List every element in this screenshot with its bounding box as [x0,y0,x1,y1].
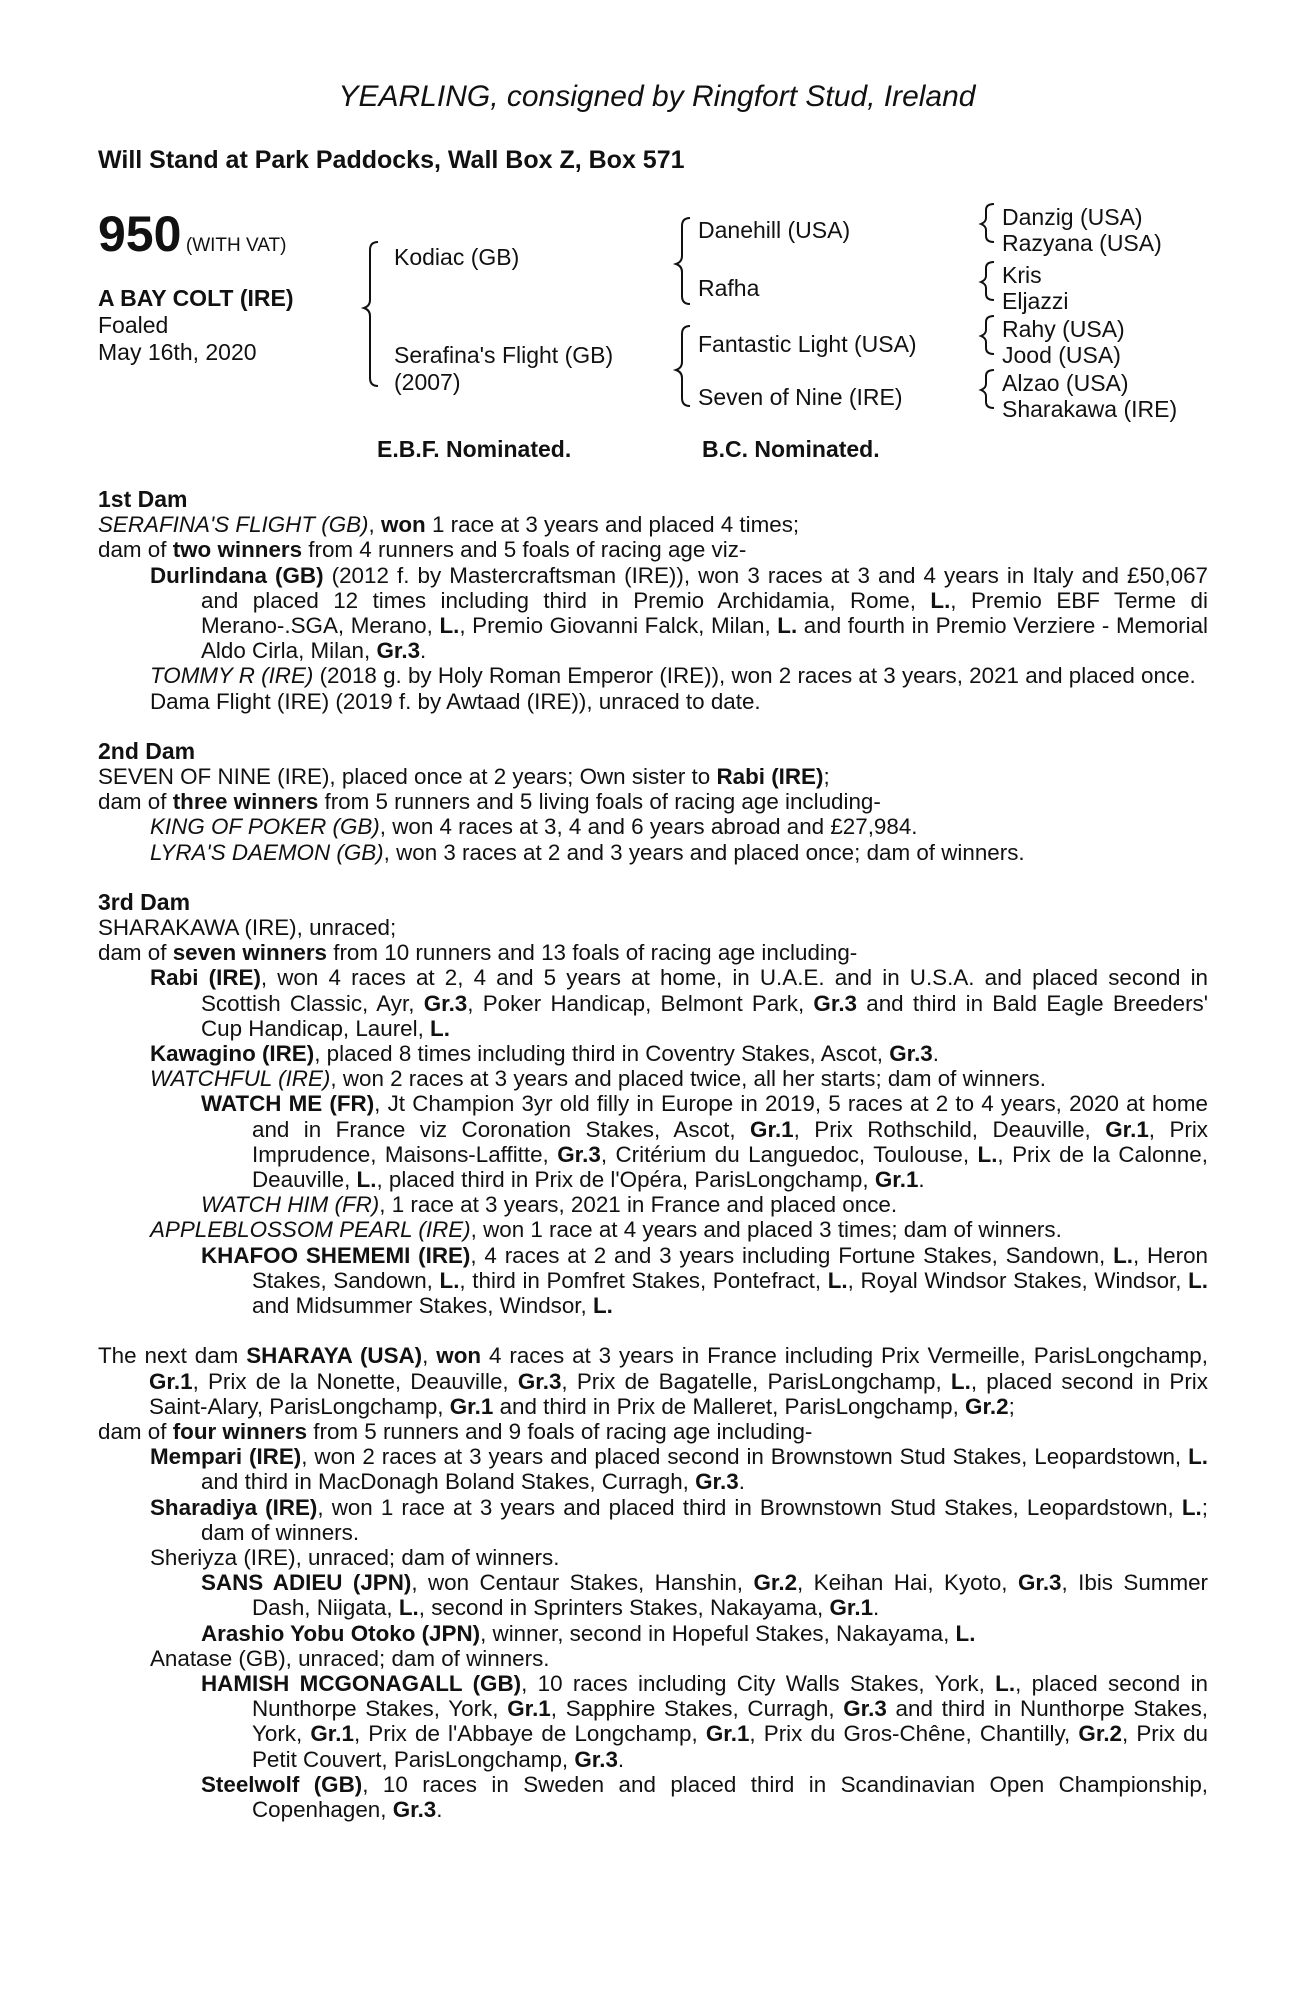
text: , Ibis Summer Dash, Niigata, [252,1570,1209,1621]
text: from 4 runners and 5 foals of racing age viz- [302,537,747,563]
pedigree-sire-sire: Danehill (USA) [698,217,851,243]
text: two winners [172,537,303,563]
text: L. [1113,1242,1133,1268]
pedigree-dam-dam: Seven of Nine (IRE) [698,384,903,410]
text: L. [439,1267,460,1293]
text: and third in MacDonagh Boland Stakes, Curragh, [201,1469,696,1495]
text: , Jt Champion 3yr old filly in Europe in 2019, 5 races at 2 to 4 years, 2020 at home and in France viz Coronation Stakes, Ascot, [252,1091,1208,1142]
ebf-nomination: E.B.F. Nominated. [377,436,572,462]
text: L. [827,1267,848,1293]
horse-description: A BAY COLT (IRE) [98,285,294,311]
vat-note: (WITH VAT) [185,235,287,256]
text: , won 4 races at 2, 4 and 5 years at home, in U.A.E. and in U.S.A. and placed second in Scottish Classic, Ayr, [201,965,1209,1016]
text: Gr.3 [392,1796,437,1822]
third-dam-heading: 3rd Dam [98,888,191,915]
text: and third in Nunthorpe Stakes, York, [252,1696,1208,1747]
second-dam-line [98,764,1208,789]
progeny-name: Steelwolf (GB) [201,1771,363,1797]
progeny-entry [98,1772,1208,1822]
text: four winners [172,1418,308,1444]
text: L. [398,1595,419,1621]
text: L. [1181,1494,1202,1520]
pedigree-g2: Razyana (USA) [1002,230,1162,256]
text: L. [995,1670,1016,1696]
text: L. [356,1167,377,1193]
text: Gr.1 [829,1595,874,1621]
text: . [738,1469,745,1495]
text: , Royal Windsor Stakes, Windsor, [847,1267,1189,1293]
text: ; [823,764,830,790]
text: , third in Pomfret Stakes, Pontefract, [459,1267,828,1293]
text: Gr.2 [753,1570,798,1596]
text: L. [977,1141,998,1167]
text: , 10 races including City Walls Stakes, York, [521,1670,996,1696]
pedigree-sire: Kodiac (GB) [394,244,520,270]
text: Gr.3 [1017,1570,1062,1596]
text: Gr.1 [1105,1116,1149,1142]
text: , Keihan Hai, Kyoto, [797,1570,1018,1596]
text: Anatase (GB), unraced; dam of winners. [150,1645,550,1671]
progeny-name: Mempari (IRE) [150,1444,302,1470]
pedigree-sire-dam: Rafha [698,275,760,301]
progeny-entry [98,1570,1208,1620]
text: L. [950,1368,971,1394]
pedigree-dam: Serafina's Flight (GB) [394,342,614,368]
text: SEVEN OF NINE (IRE), placed once at 2 years; Own sister to [98,764,717,790]
pedigree-g3: Kris [1002,262,1042,288]
progeny-name: SANS ADIEU (JPN) [201,1570,412,1596]
text: Gr.2 [965,1393,1009,1419]
progeny-entry [98,1646,1208,1671]
text: , [368,512,381,538]
text: and fourth in Premio Verziere - Memorial Aldo Cirla, Milan, [201,613,1209,664]
text: L. [1188,1267,1209,1293]
text: , Heron Stakes, Sandown, [252,1242,1208,1293]
text: , Prix de Bagatelle, ParisLongchamp, [561,1368,951,1394]
text: L. [439,613,460,639]
text: three winners [172,789,319,815]
text: and third in Bald Eagle Breeders' Cup Handicap, Laurel, [201,990,1209,1041]
text: Gr.3 [376,638,421,664]
progeny-name: WATCHFUL (IRE) [150,1066,331,1092]
text: , won 4 races at 3, 4 and 6 years abroad and £27,984. [379,814,918,840]
text: seven winners [172,940,328,966]
progeny-name: Rabi (IRE) [150,965,261,991]
text: L. [1188,1444,1208,1470]
text: 1 race at 3 years and placed 4 times; [425,512,800,538]
text: Gr.3 [423,990,468,1016]
text: , [422,1343,437,1369]
text: (2018 g. by Holy Roman Emperor (IRE)), won 2 races at 3 years, 2021 and placed once. [313,663,1196,689]
progeny-entry [98,663,1208,688]
progeny-name: Sharadiya (IRE) [150,1494,318,1520]
third-dam-produce-line [98,940,1208,965]
stand-location: Will Stand at Park Paddocks, Wall Box Z, Box 571 [98,146,685,174]
text: from 5 runners and 5 living foals of racing age including- [318,789,881,815]
text: , won Centaur Stakes, Hanshin, [411,1570,754,1596]
text: . [873,1595,880,1621]
text: Gr.2 [1078,1721,1122,1747]
progeny-entry [98,1066,1208,1091]
text: Gr.3 [695,1469,739,1495]
progeny-name: APPLEBLOSSOM PEARL (IRE) [150,1217,471,1243]
text: Gr.1 [507,1696,551,1722]
pedigree-g1: Danzig (USA) [1002,204,1143,230]
text: . [918,1167,925,1193]
text: , Prix de la Nonette, Deauville, [192,1368,518,1394]
text: , winner, second in Hopeful Stakes, Nakayama, [480,1620,956,1646]
progeny-name: Arashio Yobu Otoko (JPN) [201,1620,481,1646]
text: from 10 runners and 13 foals of racing age including- [327,940,858,966]
text: Gr.3 [517,1368,562,1394]
progeny-name: HAMISH MCGONAGALL (GB) [201,1670,522,1696]
text: Gr.3 [813,990,857,1016]
text: . [420,638,427,664]
text: , 10 races in Sweden and placed third in Scandinavian Open Championship, Copenhagen, [252,1771,1208,1822]
text: Gr.3 [843,1696,887,1722]
third-dam-line: SHARAKAWA (IRE), unraced; [98,915,397,941]
text: , second in Sprinters Stakes, Nakayama, [418,1595,830,1621]
text: , Prix de la Calonne, Deauville, [252,1141,1208,1193]
text: Gr.3 [557,1141,601,1167]
next-dam-line [98,1343,1208,1419]
text: won [380,512,426,538]
text: dam of [98,1418,173,1444]
text: 4 races at 3 years in France including Prix Vermeille, ParisLongchamp, [481,1343,1208,1369]
text: , placed third in Prix de l'Opéra, ParisLongchamp, [376,1167,875,1193]
text: , Prix du Gros-Chêne, Chantilly, [749,1721,1079,1747]
pedigree-g7: Alzao (USA) [1002,370,1129,396]
text: L. [592,1293,613,1319]
text: , placed second in Nunthorpe Stakes, York, [252,1670,1208,1722]
text: won [436,1343,482,1369]
text: Gr.3 [889,1041,933,1067]
progeny-entry [98,1545,1208,1570]
text: , won 1 race at 4 years and placed 3 times; dam of winners. [470,1217,1062,1243]
text: Gr.1 [874,1167,919,1193]
text: Dama Flight (IRE) (2019 f. by Awtaad (IRE)), unraced to date. [150,688,761,714]
text: , Prix de l'Abbaye de Longchamp, [353,1721,706,1747]
progeny-entry [98,689,1208,714]
pedigree-dam-year: (2007) [394,369,461,395]
first-dam-line [98,512,1208,537]
progeny-entry [98,1495,1208,1545]
progeny-entry [98,563,1208,664]
text: Gr.3 [574,1746,618,1772]
text: , Premio EBF Terme di Merano-.SGA, Merano, [201,587,1208,639]
text: and Midsummer Stakes, Windsor, [252,1293,593,1319]
text: L. [930,587,951,613]
text: dam of [98,789,173,815]
text: , Poker Handicap, Belmont Park, [467,990,814,1016]
text: dam of [98,940,173,966]
pedigree-g4: Eljazzi [1002,288,1069,314]
text: from 5 runners and 9 foals of racing age including- [307,1418,813,1444]
text: and third in Prix de Malleret, ParisLongchamp, [493,1393,966,1419]
text: . [436,1796,443,1822]
lot-number: 950 [98,206,182,262]
foaled-date: May 16th, 2020 [98,339,257,365]
text: SHARAYA (USA) [246,1343,423,1369]
text: , 1 race at 3 years, 2021 in France and placed once. [379,1192,898,1218]
text: , placed second in Prix Saint-Alary, ParisLongchamp, [149,1368,1208,1419]
text: , won 2 races at 3 years and placed second in Brownstown Stud Stakes, Leopardstown, [301,1444,1189,1470]
text: , Critérium du Languedoc, Toulouse, [600,1141,978,1167]
progeny-entry [98,1091,1208,1192]
pedigree-g6: Jood (USA) [1002,342,1121,368]
text: Rabi (IRE) [716,764,824,790]
first-dam-produce-line [98,537,1208,562]
text: Gr.1 [310,1721,354,1747]
foaled-label: Foaled [98,312,169,338]
progeny-name: KING OF POKER (GB) [150,814,380,840]
progeny-entry [98,1217,1208,1242]
text: ; [1008,1393,1015,1419]
next-dam-produce-line [98,1419,1208,1444]
pedigree-dam-sire: Fantastic Light (USA) [698,331,917,357]
bc-nomination: B.C. Nominated. [702,436,880,462]
text: , Prix Rothschild, Deauville, [793,1116,1106,1142]
second-dam-heading: 2nd Dam [98,737,196,764]
progeny-name: Kawagino (IRE) [150,1041,315,1067]
progeny-entry [98,1041,1208,1066]
text: , won 3 races at 2 and 3 years and placed once; dam of winners. [383,839,1025,865]
progeny-entry [98,1444,1208,1494]
progeny-entry [98,814,1208,839]
progeny-name: WATCH HIM (FR) [201,1192,380,1218]
progeny-entry [98,1671,1208,1772]
progeny-entry [98,840,1208,865]
second-dam-produce-line [98,789,1208,814]
text: , Prix du Petit Couvert, ParisLongchamp, [252,1721,1208,1772]
text: , Prix Imprudence, Maisons-Laffitte, [252,1116,1209,1167]
progeny-entry [98,1192,1208,1217]
text: dam of [98,537,173,563]
text: . [932,1041,939,1067]
pedigree-g8: Sharakawa (IRE) [1002,396,1178,422]
progeny-entry [98,1621,1208,1646]
progeny-name: TOMMY R (IRE) [150,663,314,689]
first-dam-heading: 1st Dam [98,486,188,512]
text: L. [430,1015,450,1041]
pedigree-g5: Rahy (USA) [1002,316,1125,342]
progeny-name: LYRA'S DAEMON (GB) [150,839,384,865]
progeny-name: Durlindana (GB) [150,562,324,588]
text: Sheriyza (IRE), unraced; dam of winners. [150,1544,560,1570]
text: The next dam [98,1343,247,1369]
text: , 4 races at 2 and 3 years including Fortune Stakes, Sandown, [470,1242,1114,1268]
progeny-entry [98,965,1208,1041]
progeny-entry [98,1243,1208,1319]
text: ; dam of winners. [201,1494,1208,1545]
text: , won 2 races at 3 years and placed twice, all her starts; dam of winners. [330,1066,1046,1092]
progeny-name: KHAFOO SHEMEMI (IRE) [201,1242,471,1268]
text: , placed 8 times including third in Coventry Stakes, Ascot, [314,1041,890,1067]
text: . [617,1746,625,1772]
text: Gr.1 [750,1116,794,1142]
text: , won 1 race at 3 years and placed third in Brownstown Stud Stakes, Leopardstown, [317,1494,1182,1520]
text: L. [777,613,798,639]
text: L. [955,1620,976,1646]
text: Gr.1 [149,1368,193,1394]
text: (2012 f. by Mastercraftsman (IRE)), won 3 races at 3 and 4 years in Italy and £50,067 and placed 12 times including third in Premio Archidamia, Rome, [201,562,1208,613]
progeny-name: WATCH ME (FR) [201,1091,375,1117]
catalogue-body [98,487,1208,1822]
page-title: YEARLING, consigned by Ringfort Stud, Ireland [338,80,976,113]
text: , Sapphire Stakes, Curragh, [550,1696,844,1722]
first-dam-name: SERAFINA'S FLIGHT (GB) [98,512,369,538]
text: Gr.1 [449,1393,494,1419]
text: , Premio Giovanni Falck, Milan, [459,613,778,639]
text: Gr.1 [705,1721,750,1747]
